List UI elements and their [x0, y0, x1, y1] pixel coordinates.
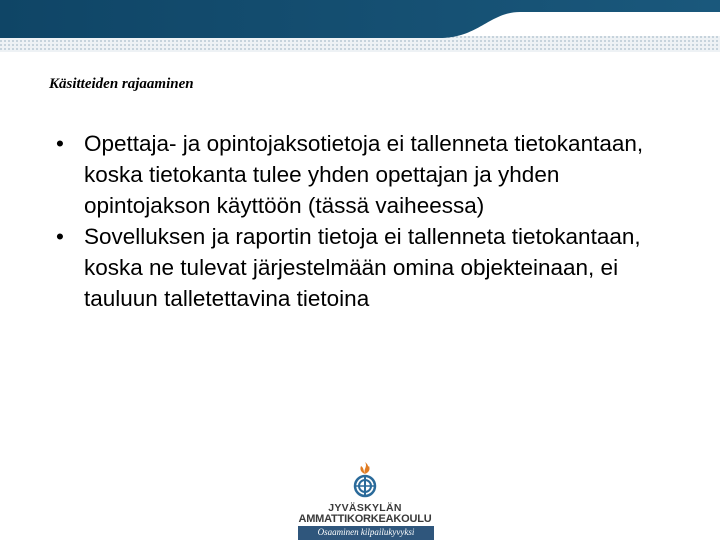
bullet-item — [56, 128, 666, 221]
bullet-item — [56, 221, 666, 314]
header-graphic — [0, 0, 720, 52]
bullet-marker: • — [56, 131, 64, 156]
logo-name-line1: JYVÄSKYLÄN — [328, 502, 402, 514]
bullet-text: Sovelluksen ja raportin tietoja ei tallenneta tietokantaan, koska ne tulevat järjestelmään omina objekteinaan, ei tauluun talletettavina tietoina — [84, 224, 641, 311]
bullet-text: Opettaja- ja opintojaksotietoja ei tallenneta tietokantaan, koska tietokanta tulee yhden opettajan ja yhden opintojakson käyttöön (tässä vaiheessa) — [84, 131, 644, 218]
bullet-marker: • — [56, 224, 64, 249]
bullet-list — [56, 128, 666, 314]
institution-logo — [290, 460, 440, 540]
slide-title: Käsitteiden rajaaminen — [49, 76, 194, 92]
logo-name-line2: AMMATTIKORKEAKOULU — [298, 513, 432, 525]
logo-tagline: Osaaminen kilpailukyvyksi — [317, 527, 415, 537]
header-band — [0, 0, 720, 52]
logo-emblem-icon — [345, 460, 385, 500]
